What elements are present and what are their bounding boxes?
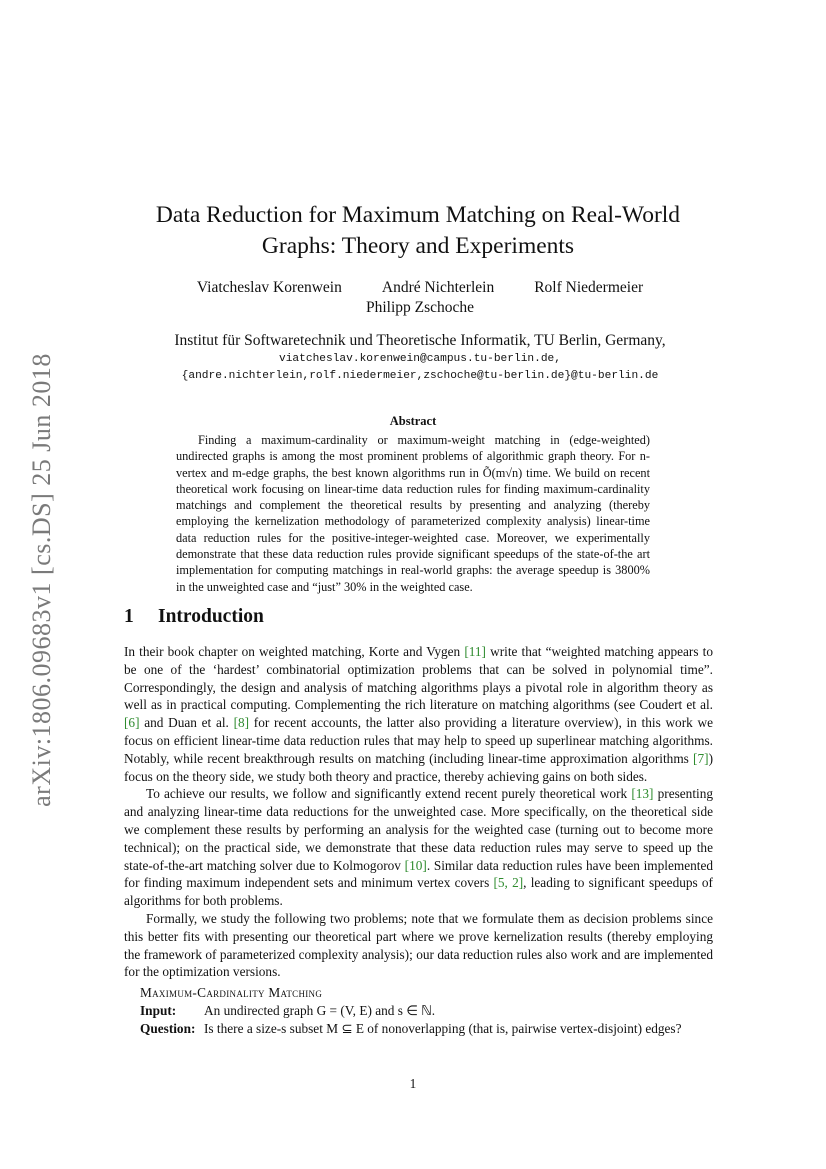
citation-link[interactable]: [8] <box>233 715 250 731</box>
arxiv-identifier-text: arXiv:1806.09683v1 [cs.DS] 25 Jun 2018 <box>27 353 56 807</box>
author-name: Viatcheslav Korenwein <box>196 279 342 296</box>
paper-title <box>118 200 718 262</box>
citation-link[interactable]: [11] <box>464 644 486 659</box>
author-name: Philipp Zschoche <box>365 299 475 316</box>
section-title: Introduction <box>158 606 264 627</box>
author-name: Rolf Niedermeier <box>534 279 644 296</box>
citation-link[interactable]: [5, 2] <box>493 875 524 891</box>
affiliation-block <box>110 331 730 385</box>
citation-link[interactable]: [7] <box>693 750 709 766</box>
citation-link[interactable]: [10] <box>404 857 427 873</box>
section-number: 1 <box>124 606 134 627</box>
author-name: André Nichterlein <box>381 279 495 296</box>
question-label: Question: <box>140 1020 196 1036</box>
title-line-2: Graphs: Theory and Experiments <box>261 233 575 259</box>
affiliation: Institut für Softwaretechnik und Theoretische Informatik, TU Berlin, Germany, <box>174 332 666 349</box>
introduction-body <box>124 643 713 981</box>
input-label: Input: <box>140 1002 177 1018</box>
arxiv-identifier <box>22 340 62 820</box>
page-number: 1 <box>409 1076 417 1091</box>
abstract-body <box>176 432 650 595</box>
email-line-2: {andre.nichterlein,rolf.niedermeier,zschoche@tu-berlin.de}@tu-berlin.de <box>181 370 659 382</box>
paragraph: In their book chapter on weighted matching, Korte and Vygen [11] write that “weighted matching appears to be one of the ‘hardest’ combinatorial optimization problems that can be solved in polynomial time”. Correspondingly, the design and analysis of matching algorithms plays a pivotal role in algorithm theory as well as in practical computing. Complementing the rich literature on matching algorithms (see Coudert et al. [6] and Duan et al. [8] for recent accounts, the latter also providing a literature overview), in this work we focus on efficient linear-time data reduction rules that may help to speed up superlinear matching algorithms. Notably, while recent breakthrough results on matching (including linear-time approximation algorithms [7]) focus on the theory side, we study both theory and practice, thereby achieving gains on both sides. <box>124 644 713 784</box>
citation-link[interactable]: [13] <box>631 786 654 802</box>
title-line-1: Data Reduction for Maximum Matching on Real-World <box>155 202 681 228</box>
abstract-heading: Abstract <box>389 414 437 428</box>
citation-link[interactable]: [6] <box>124 715 140 731</box>
section-heading <box>124 606 264 628</box>
paragraph: To achieve our results, we follow and significantly extend recent purely theoretical work [13] presenting and analyzing linear-time data reductions for the unweighted case. More specifically, on the theoretical side we complement these results by performing an analysis for the weighted case (turning out to become more technical); on the practical side, we demonstrate that these data reduction rules may serve to speed up the state-of-the-art matching solver due to Kolmogorov [10]. Similar data reduction rules have been implemented for finding maximum independent sets and minimum vertex covers [5, 2], leading to significant speedups of algorithms for both problems. <box>124 786 714 909</box>
problem-definition <box>140 984 700 1037</box>
author-list <box>140 278 700 318</box>
email-line-1: viatcheslav.korenwein@campus.tu-berlin.de, <box>279 353 561 365</box>
question-text: Is there a size-s subset M ⊆ E of nonoverlapping (that is, pairwise vertex-disjoint) edges? <box>204 1020 682 1036</box>
input-text: An undirected graph G = (V, E) and s ∈ ℕ. <box>204 1002 436 1018</box>
paragraph: Formally, we study the following two problems; note that we formulate them as decision problems since this better fits with presenting our theoretical part where we prove kernelization results (thereby employing the framework of parameterized complexity analysis); our data reduction rules also work and are implemented for the optimization versions. <box>124 910 713 980</box>
problem-name: Maximum-Cardinality Matching <box>140 985 323 1000</box>
abstract-text: Finding a maximum-cardinality or maximum-weight matching in (edge-weighted) undirected graphs is among the most prominent problems of algorithmic graph theory. For n-vertex and m-edge graphs, the best known algorithms run in Õ(m√n) time. We build on recent theoretical work focusing on linear-time data reduction rules for finding maximum-cardinality matchings and complement the theoretical results by presenting and analyzing (thereby employing the kernelization methodology of parameterized complexity analysis) linear-time data reduction rules for the positive-integer-weighted case. Moreover, we experimentally demonstrate that these data reduction rules provide significant speedups of the state-of-the art implementation for computing matchings in real-world graphs: the average speedup is 3800% in the unweighted case and “just” 30% in the weighted case. <box>176 433 650 594</box>
